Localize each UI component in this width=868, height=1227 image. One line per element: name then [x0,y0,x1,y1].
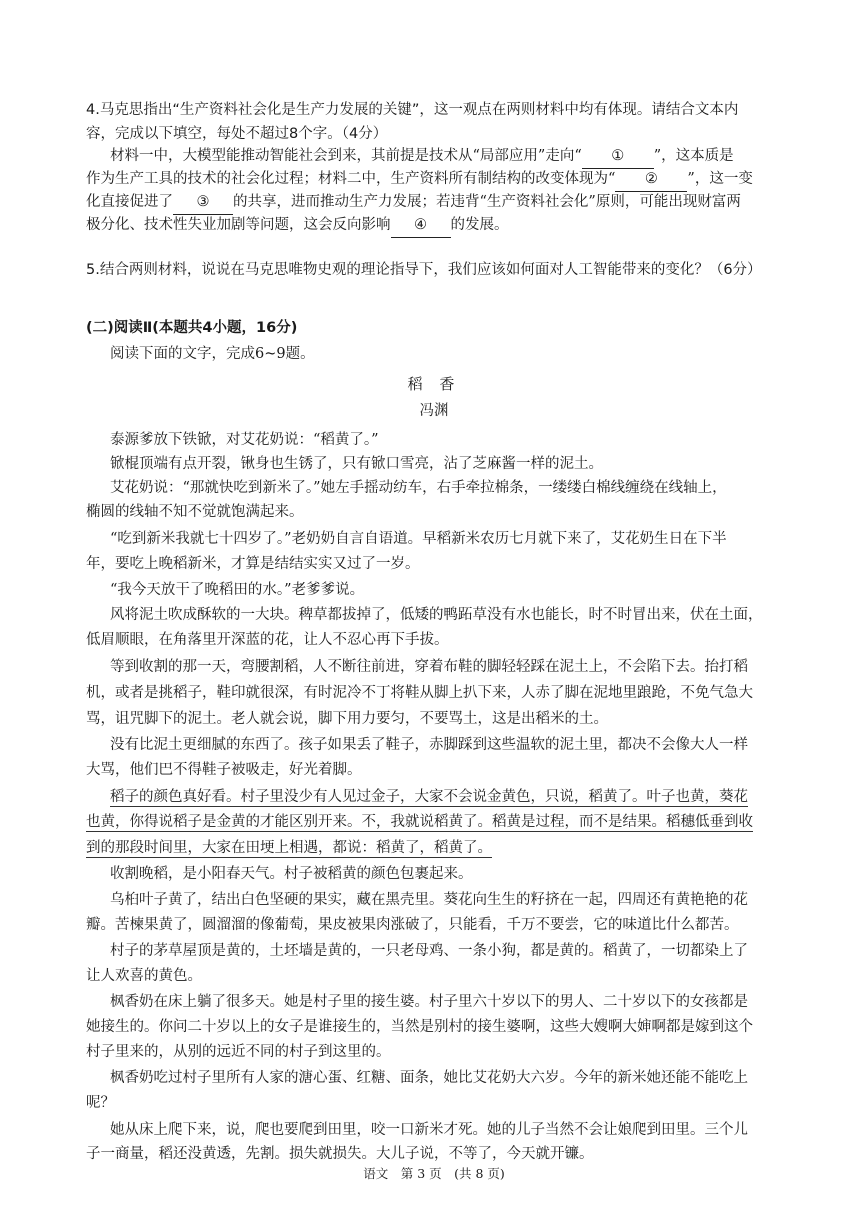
paragraph-line: 骂，诅咒脚下的泥土。老人就会说，脚下用力要匀，不要骂土，这是出稻米的土。 [86,711,608,727]
underlined-paragraph-line [86,836,791,860]
text-segment: 化直接促进了 [86,194,173,210]
section-heading: (二)阅读Ⅱ(本题共4小题，16分) [86,320,298,336]
paragraph-line: 枫香奶吃过村子里所有人家的溏心蛋、红糖、面条，她比艾花奶大六岁。今年的新米她还能不能吃上 [110,1070,748,1086]
page-footer: 语文 第 3 页 (共 8 页) [363,1166,505,1181]
paragraph-line: 子一商量，稻还没黄透，先割。损失就损失。大儿子说，不等了，今天就开镰。 [86,1146,594,1162]
paragraph-line: 她接生的。你问二十岁以上的女子是谁接生的，当然是别村的接生婆啊，这些大嫂啊大婶啊都是嫁到这个 [86,1019,753,1035]
question-4-material-line-1 [110,144,791,169]
paragraph-line: 锨棍顶端有点开裂，锹身也生锈了，只有锨口雪亮，沾了芝麻酱一样的泥土。 [110,456,603,472]
paragraph-line: 等到收割的那一天，弯腰割稻，人不断往前进，穿着布鞋的脚轻轻踩在泥土上，不会陷下去。抬打稻 [110,659,748,675]
text-segment: 极分化、技术性失业加剧等问题，这会反向影响 [86,217,391,233]
story-title: 稻 香 [407,375,461,393]
question-4-line-2: 容，完成以下填空，每处不超过8个字。（4分） [86,126,388,142]
blank-1: ① [582,144,654,169]
paragraph-line: 年，要吃上晚稻新米，才算是结结实实又过了一岁。 [86,556,420,572]
paragraph-line: 枫香奶在床上躺了很多天。她是村子里的接生婆。村子里六十岁以下的男人、二十岁以下的女孩都是 [110,994,748,1010]
underlined-text: 也黄，你得说稻子是金黄的才能区别开来。不，我就说稻黄了。稻黄是过程，而不是结果。稻穗低垂到收 [86,814,753,830]
reading-instruction: 阅读下面的文字，完成6~9题。 [110,346,315,362]
underlined-text: 稻子的颜色真好看。村子里没少有人见过金子，大家不会说金黄色，只说，稻黄了。叶子也黄，葵花 [110,789,748,805]
blank-4: ④ [391,213,451,238]
paragraph-line: 低眉顺眼，在角落里开深蓝的花，让人不忍心再下手拔。 [86,632,449,648]
question-4-line-1: 4.马克思指出“生产资料社会化是生产力发展的关键”，这一观点在两则材料中均有体现。请结合文本内 [86,102,739,118]
text-segment: ”，这本质是 [653,148,734,164]
paragraph-line: 收割晚稻，是小阳春天气。村子被稻黄的颜色包裹起来。 [110,866,473,882]
paragraph-line: “我今天放干了晚稻田的水。”老爹爹说。 [110,582,365,598]
paragraph-line: 机，或者是挑稻子，鞋印就很深，有时泥冷不丁将鞋从脚上扒下来，人赤了脚在泥地里踉跄，不免气急大 [86,685,753,701]
paragraph-line: 村子里来的，从别的远近不同的村子到这里的。 [86,1044,391,1060]
question-4-material-line-2 [86,167,791,192]
text-segment: ”，这一变 [687,171,753,187]
paragraph-line: 艾花奶说：“那就快吃到新米了。”她左手摇动纺车，右手牵拉棉条，一缕缕白棉线缠绕在线轴上， [110,480,727,496]
paragraph-line: 瓣。苦楝果黄了，圆溜溜的像葡萄，果皮被果肉涨破了，只能看，千万不要尝，它的味道比什么都苦。 [86,917,739,933]
text-segment: 的发展。 [450,217,509,233]
underlined-paragraph-line [110,785,791,809]
paragraph-line: 让人欢喜的黄色。 [86,968,202,984]
paragraph-line: 乌桕叶子黄了，结出白色坚硬的果实，藏在黑壳里。葵花向生生的籽挤在一起，四周还有黄艳艳的花 [110,892,748,908]
paragraph-line: 椭圆的线轴不知不觉就饱满起来。 [86,504,304,520]
paragraph-line: 村子的茅草屋顶是黄的，土坯墙是黄的，一只老母鸡、一条小狗，都是黄的。稻黄了，一切都染上了 [110,943,748,959]
paragraph-line: 没有比泥土更细腻的东西了。孩子如果丢了鞋子，赤脚踩到这些温软的泥土里，都决不会像大人一样 [110,737,748,753]
text-segment: 的共享，进而推动生产力发展；若违背“生产资料社会化”原则，可能出现财富两 [233,194,741,210]
paragraph-line: 她从床上爬下来，说，爬也要爬到田里，咬一口新米才死。她的儿子当然不会让娘爬到田里。三个儿 [110,1122,748,1138]
paragraph-line: 泰源爹放下铁锨，对艾花奶说：“稻黄了。” [110,432,379,448]
paragraph-line: 风将泥土吹成酥软的一大块。稗草都拔掉了，低矮的鸭跖草没有水也能长，时不时冒出来，伏在土面， [110,607,763,623]
question-4-material-line-4 [86,213,791,238]
paragraph-line: “吃到新米我就七十四岁了。”老奶奶自言自语道。早稻新米农历七月就下来了，艾花奶生日在下半 [110,531,727,547]
blank-2: ② [615,167,687,192]
underlined-text: 到的那段时间里，大家在田埂上相遇，都说：稻黄了，稻黄了。 [86,840,492,856]
underlined-paragraph-line [86,810,791,834]
question-5: 5.结合两则材料，说说在马克思唯物史观的理论指导下，我们应该如何面对人工智能带来的变化？（6分） [86,262,762,278]
blank-3: ③ [173,190,233,215]
question-4-material-line-3 [86,190,791,215]
text-segment: 作为生产工具的技术的社会化过程；材料二中，生产资料所有制结构的改变体现为“ [86,171,616,187]
text-segment: 材料一中，大模型能推动智能社会到来，其前提是技术从“局部应用”走向“ [110,148,582,164]
paragraph-line: 大骂，他们巴不得鞋子被吸走，好光着脚。 [86,762,362,778]
paragraph-line: 呢？ [86,1095,115,1111]
story-author: 冯渊 [419,403,449,419]
